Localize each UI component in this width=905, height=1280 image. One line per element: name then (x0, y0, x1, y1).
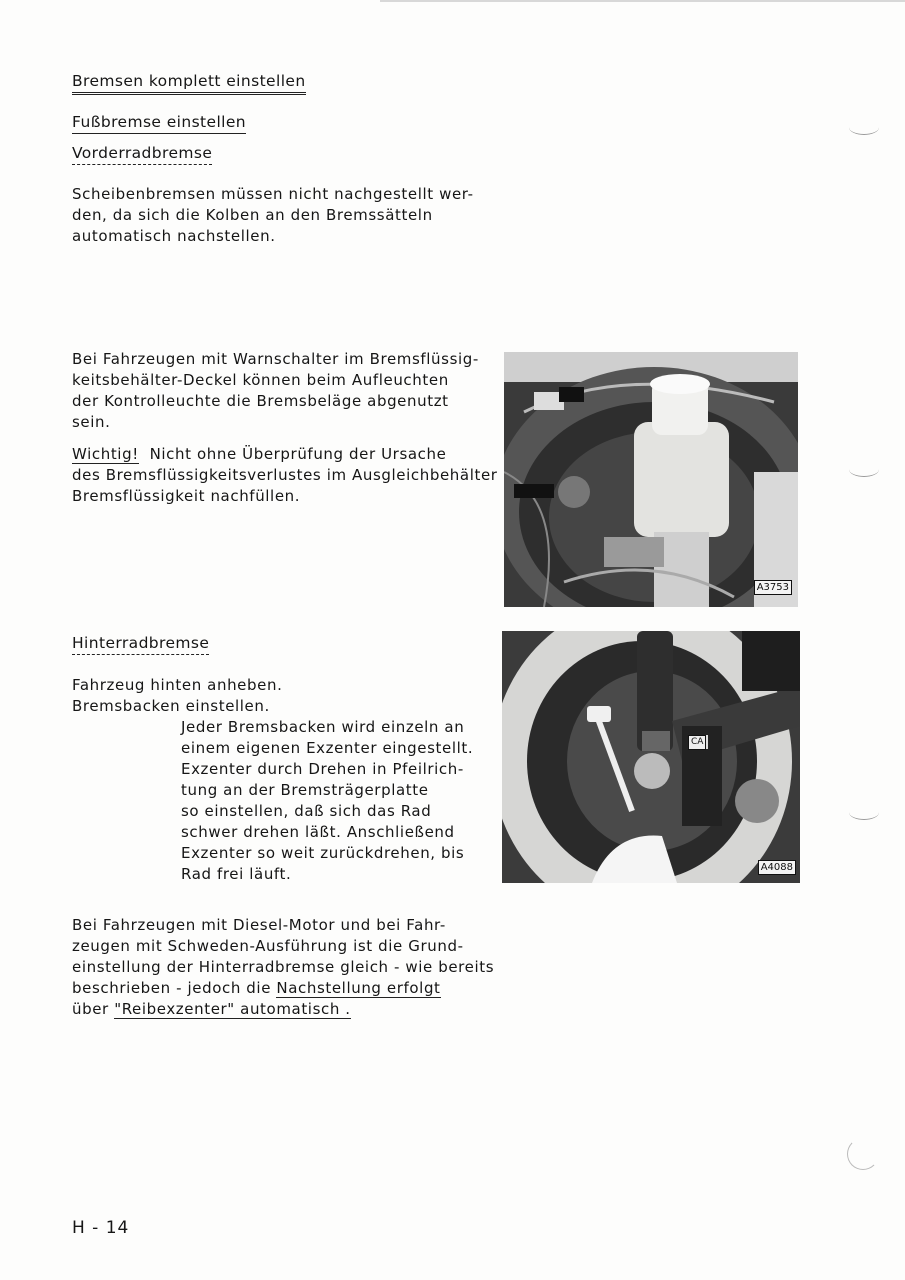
text-line: schwer drehen läßt. Anschließend (181, 823, 455, 841)
page-number: H - 14 (72, 1218, 130, 1238)
brake-reservoir-photo (504, 352, 798, 607)
text-line: tung an der Bremsträgerplatte (181, 781, 429, 799)
text-line: Rad frei läuft. (181, 865, 292, 883)
underlined-phrase: "Reibexzenter" automatisch . (114, 1000, 351, 1018)
figure-tag-a4088: A4088 (758, 860, 796, 875)
text-line: Nicht ohne Überprüfung der Ursache (149, 445, 447, 463)
text-line: automatisch nachstellen. (72, 227, 276, 245)
punch-hole (847, 1138, 879, 1170)
text-line: beschrieben - jedoch die (72, 979, 277, 997)
page-edge (380, 0, 905, 2)
text-line: des Bremsflüssigkeitsverlustes im Ausgleichbehälter (72, 466, 498, 484)
text-line: den, da sich die Kolben an den Bremssätteln (72, 206, 433, 224)
rear-steps (72, 675, 282, 717)
rear-detail-paragraph (181, 717, 473, 885)
rear-brake-heading: Hinterradbremse (72, 633, 209, 655)
text-line: einem eigenen Exzenter eingestellt. (181, 739, 474, 757)
text-line: Bei Fahrzeugen mit Diesel-Motor und bei Fahr- (72, 916, 446, 934)
front-intro-paragraph (72, 184, 474, 247)
important-label: Wichtig! (72, 445, 139, 463)
front-brake-heading: Vorderradbremse (72, 143, 212, 165)
text-line: Jeder Bremsbacken wird einzeln an (181, 718, 465, 736)
step-line: Fahrzeug hinten anheben. (72, 676, 283, 694)
binder-mark (849, 462, 879, 477)
text-line: zeugen mit Schweden-Ausführung ist die Grund- (72, 937, 464, 955)
underlined-phrase: Nachstellung erfolgt (276, 979, 441, 997)
text-line: Bei Fahrzeugen mit Warnschalter im Bremsflüssig- (72, 350, 479, 368)
warning-paragraph (72, 349, 479, 433)
text-line: über (72, 1000, 115, 1018)
text-line: Bremsflüssigkeit nachfüllen. (72, 487, 301, 505)
rear-brake-photo (502, 631, 800, 883)
binder-mark (849, 805, 879, 820)
step-line: Bremsbacken einstellen. (72, 697, 270, 715)
binder-mark (849, 120, 879, 135)
text-line: einstellung der Hinterradbremse gleich - wie bereits (72, 958, 495, 976)
text-line: so einstellen, daß sich das Rad (181, 802, 432, 820)
diesel-note-paragraph (72, 915, 494, 1020)
text-line: der Kontrolleuchte die Bremsbeläge abgenutzt (72, 392, 449, 410)
text-line: Exzenter durch Drehen in Pfeilrich- (181, 760, 464, 778)
figure-label-ca: CA (688, 735, 706, 750)
important-paragraph (72, 444, 498, 507)
figure-tag-a3753: A3753 (754, 580, 792, 595)
text-line: keitsbehälter-Deckel können beim Aufleuchten (72, 371, 449, 389)
text-line: Exzenter so weit zurückdrehen, bis (181, 844, 465, 862)
text-line: Scheibenbremsen müssen nicht nachgestellt wer- (72, 185, 474, 203)
subsection-title: Fußbremse einstellen (72, 112, 246, 134)
text-line: sein. (72, 413, 111, 431)
section-title: Bremsen komplett einstellen (72, 71, 306, 95)
